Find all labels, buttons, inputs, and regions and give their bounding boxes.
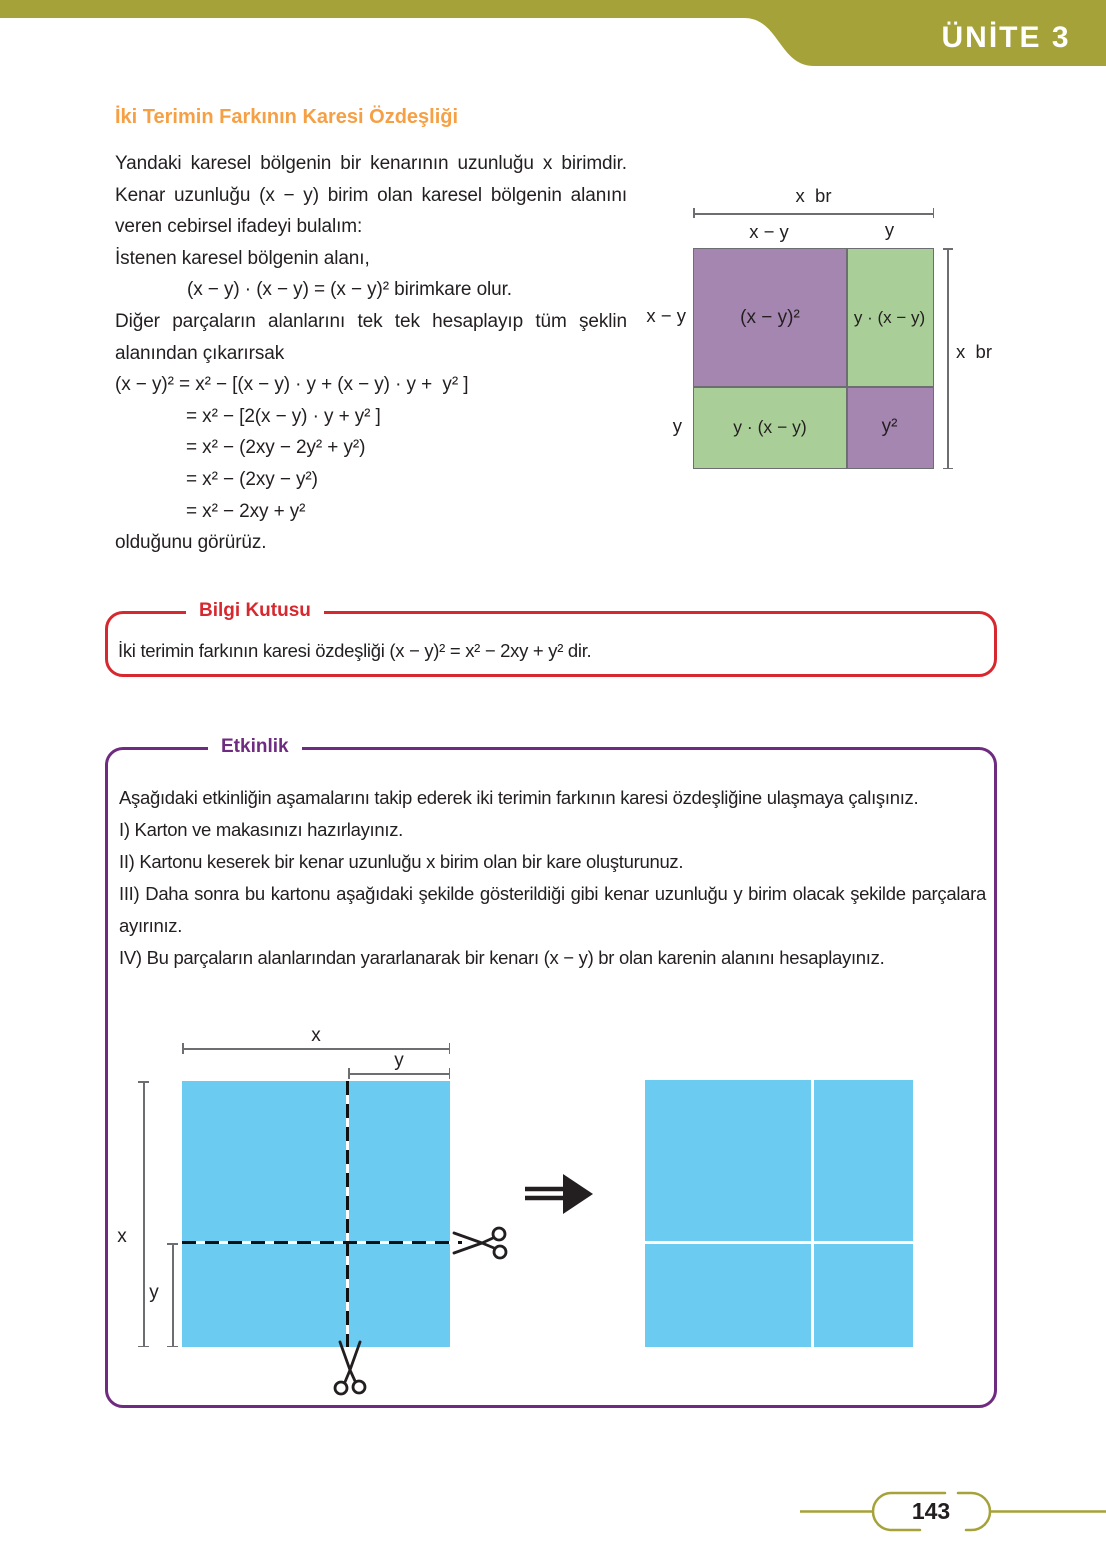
right-measure-line [947,248,949,469]
info-box [105,600,997,677]
cell-y-times-x-minus-y-top: y · (x − y) [846,249,933,386]
cut-width-y-label: y [394,1050,404,1071]
page-number: 143 [911,1498,951,1524]
page-title: İki Terimin Farkının Karesi Özdeşliği [115,106,459,128]
cut-piece [645,1244,811,1347]
derivation-line-1: (x − y)² = x² − [(x − y) · y + (x − y) · y + y² ] [115,374,469,396]
square-area-diagram [630,185,1020,485]
cut-height-x-label: x [117,1226,127,1247]
activity-box-title: Etkinlik [208,736,302,758]
measure-tick [933,208,935,218]
col-label-y: y [884,219,895,240]
measure-tick [167,1346,178,1348]
scissors-icon [452,1223,516,1263]
measure-tick [693,208,695,218]
cut-height-x-line [143,1081,145,1347]
area-line: İstenen karesel bölgenin alanı, [115,247,370,269]
top-measure-line [693,213,934,215]
paragraph-2: Diğer parçaların alanlarını tek tek hesaplayıp tüm şeklin alanından çıkarırsak [115,310,627,364]
outro-line: olduğunu görürüz. [115,532,267,554]
cut-height-y-label: y [149,1282,159,1303]
info-box-title: Bilgi Kutusu [186,600,324,622]
activity-intro: Aşağıdaki etkinliğin aşamalarını takip ederek iki terimin farkının karesi özdeşliğine ulaşmaya çalışınız. [119,787,919,808]
right-measure-label: x br [956,341,992,362]
measure-tick [943,248,953,250]
cell-y-times-x-minus-y-bottom: y · (x − y) [694,386,846,468]
grid-divider-vertical [846,249,848,468]
unit-badge: ÜNİTE 3 [941,21,1071,54]
activity-step-2: II) Kartonu keserek bir kenar uzunluğu x birim olan bir kare oluşturunuz. [119,851,684,872]
info-box-text: İki terimin farkının karesi özdeşliği (x − y)² = x² − 2xy + y² dir. [118,640,592,661]
grid-divider-horizontal [694,386,933,388]
cut-piece [645,1080,811,1241]
measure-tick [348,1068,350,1079]
cell-x-minus-y-squared: (x − y)² [694,249,846,386]
cut-line-vertical [346,1081,349,1347]
cut-width-x-label: x [311,1025,321,1046]
measure-tick [943,468,953,470]
intro-paragraph: Yandaki karesel bölgenin bir kenarının uzunluğu x birimdir. Kenar uzunluğu (x − y) birim olan karesel bölgenin alanını veren cebirsel ifadeyi bulalım: [115,153,627,238]
partitioned-square [693,248,934,469]
lesson-body [115,148,627,559]
row-label-y: y [672,415,682,436]
cell-y-squared: y² [846,386,933,468]
col-label-xy: x − y [749,221,789,242]
scissors-icon [330,1340,370,1404]
derivation-line-5: = x² − 2xy + y² [186,500,306,522]
cut-width-y-line [348,1073,450,1075]
cut-line-horizontal [182,1241,462,1244]
measure-tick [182,1043,184,1054]
derivation-line-4: = x² − (2xy − y²) [186,468,318,490]
measure-tick [138,1081,149,1083]
area-formula: (x − y) · (x − y) = (x − y)² birimkare olur. [187,279,512,301]
activity-step-3: III) Daha sonra bu kartonu aşağıdaki şekilde gösterildiği gibi kenar uzunluğu y birim olacak şekilde parçalara ayırınız. [119,883,986,936]
measure-tick [138,1346,149,1348]
activity-step-1: I) Karton ve makasınızı hazırlayınız. [119,819,403,840]
cut-result-square [645,1080,913,1347]
measure-tick [449,1068,451,1079]
derivation-line-3: = x² − (2xy − 2y² + y²) [186,437,366,459]
activity-step-4: IV) Bu parçaların alanlarından yararlanarak bir kenarı (x − y) br olan karenin alanını hesaplayınız. [119,947,885,968]
top-measure-label: x br [795,185,832,206]
cut-piece [814,1244,913,1347]
activity-instructions [119,782,986,974]
arrow-right-icon [523,1168,595,1220]
cardboard-square [182,1081,450,1347]
cut-height-y-line [172,1243,174,1347]
cut-piece [814,1080,913,1241]
derivation-line-2: = x² − [2(x − y) · y + y² ] [186,405,381,427]
row-label-xy: x − y [646,305,686,326]
measure-tick [167,1243,178,1245]
